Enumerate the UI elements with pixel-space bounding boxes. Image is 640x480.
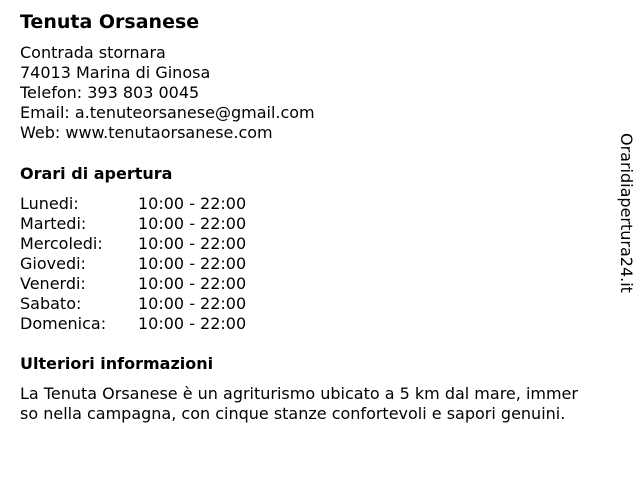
hours-day: Giovedi:	[20, 254, 86, 273]
hours-day: Domenica:	[20, 314, 107, 333]
info-text-line: La Tenuta Orsanese è un agriturismo ubicato a 5 km dal mare, immer	[20, 384, 578, 403]
hours-time: 10:00 - 22:00	[138, 234, 247, 253]
hours-time: 10:00 - 22:00	[138, 314, 247, 333]
hours-time: 10:00 - 22:00	[138, 294, 247, 313]
hours-time: 10:00 - 22:00	[138, 194, 247, 213]
additional-info-text	[20, 384, 630, 424]
info-text-line: so nella campagna, con cinque stanze confortevoli e sapori genuini.	[20, 404, 566, 423]
phone-number[interactable]: Telefon: 393 803 0045	[20, 83, 200, 102]
business-name: Tenuta Orsanese	[20, 11, 200, 33]
hours-day: Mercoledi:	[20, 234, 103, 253]
site-watermark: Oraridiapertura24.it	[617, 133, 636, 293]
contact-block	[20, 43, 315, 143]
hours-day: Venerdi:	[20, 274, 86, 293]
email-address[interactable]: Email: a.tenuteorsanese@gmail.com	[20, 103, 315, 122]
opening-hours-heading: Orari di apertura	[20, 164, 173, 183]
hours-time: 10:00 - 22:00	[138, 274, 247, 293]
hours-time: 10:00 - 22:00	[138, 214, 247, 233]
website-address[interactable]: Web: www.tenutaorsanese.com	[20, 123, 273, 142]
hours-day: Sabato:	[20, 294, 82, 313]
address-city: 74013 Marina di Ginosa	[20, 63, 211, 82]
hours-day: Lunedi:	[20, 194, 79, 213]
hours-day: Martedi:	[20, 214, 87, 233]
hours-time: 10:00 - 22:00	[138, 254, 247, 273]
additional-info-heading: Ulteriori informazioni	[20, 354, 214, 373]
address-street: Contrada stornara	[20, 43, 166, 62]
